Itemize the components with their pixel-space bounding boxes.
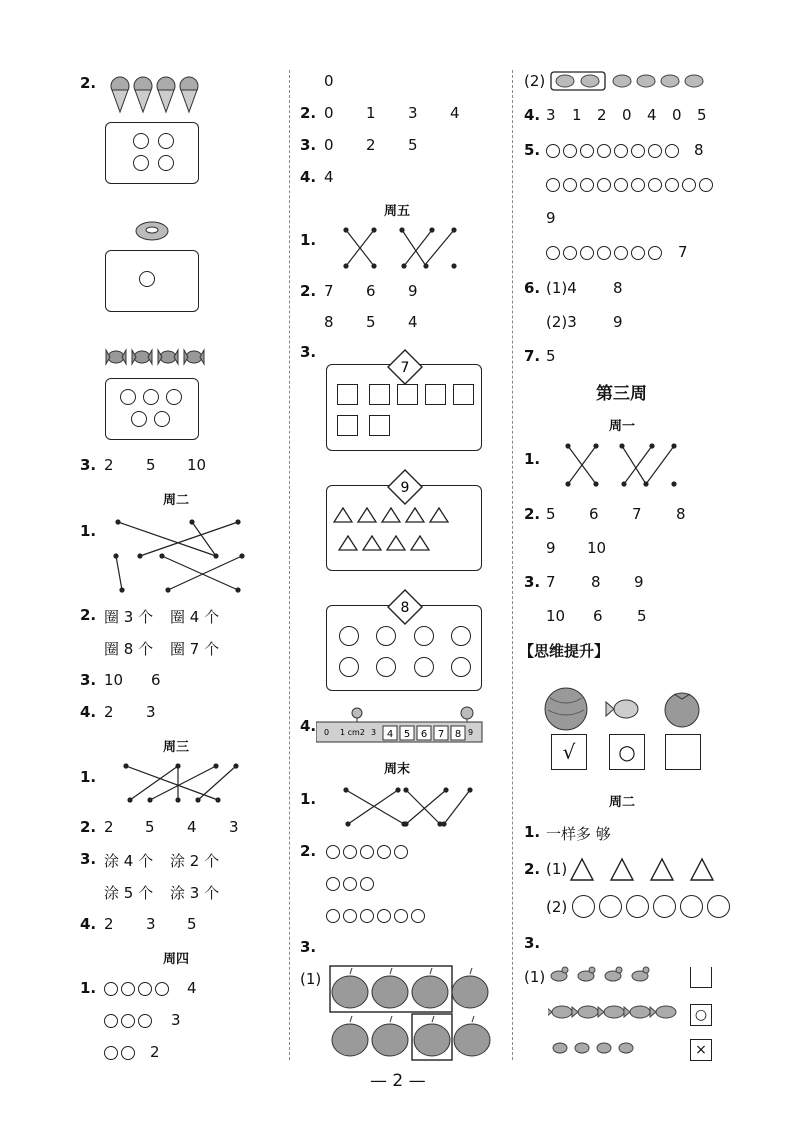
answer-text: 圈 8 个 [104, 640, 154, 658]
answer-value: 5 [146, 456, 156, 474]
fish-icon [572, 1006, 598, 1018]
answer-box-cross: × [690, 1039, 712, 1061]
circle [614, 178, 628, 192]
answer-value: 2 [104, 915, 114, 933]
triangle [358, 508, 376, 522]
circle [631, 246, 645, 260]
sub-label: (1) [546, 860, 568, 878]
answer-value: 10 [546, 607, 566, 625]
c1-z2-q3-number: 3. [80, 671, 97, 689]
circle [138, 1014, 152, 1028]
answer-value: 5 [546, 505, 556, 523]
circle [563, 144, 577, 158]
circle [626, 895, 649, 918]
circle [572, 895, 595, 918]
fish-icon [624, 1006, 650, 1018]
c2-z5-q4-number: 4. [300, 717, 317, 735]
answer-value: 0 [622, 106, 632, 124]
c1-q3-number: 3. [80, 456, 97, 474]
cookie-icon [637, 75, 655, 87]
section-title-zhou2-c3: 周二 [609, 795, 636, 810]
flower-icon [352, 708, 362, 722]
circle [680, 895, 703, 918]
circle [597, 144, 611, 158]
circle-row [104, 1045, 135, 1064]
answer-value: 5 [145, 818, 155, 836]
fish-icon [548, 1006, 572, 1018]
candy-icon [158, 350, 178, 364]
c3-z1-q3-number: 3. [524, 573, 541, 591]
candy-icon [132, 350, 152, 364]
triangle [651, 859, 673, 880]
circle [343, 877, 357, 891]
circle [133, 133, 149, 149]
answer-box-circle: ○ [690, 1004, 712, 1026]
matching-lines [340, 226, 460, 270]
duck-icon [605, 967, 622, 981]
circle-row [104, 1013, 152, 1032]
ruler-box-label: 7 [437, 729, 445, 740]
answer-value: 4 [450, 104, 460, 122]
ruler [316, 704, 484, 744]
apples-drawing [326, 962, 494, 1062]
answer-box-five-circles [105, 378, 199, 440]
ruler-box-label: 8 [454, 729, 462, 740]
answer-box-empty [690, 967, 712, 988]
watermelon-icon [545, 688, 587, 730]
answer-value: 2 [104, 818, 114, 836]
answer-text: (2)3 [546, 313, 577, 331]
answer-text: 涂 5 个 [104, 884, 154, 902]
apple-icon [454, 1016, 490, 1056]
answer-value: 9 [634, 573, 644, 591]
c2-z5-q3-number: 3. [300, 343, 317, 361]
circle [597, 246, 611, 260]
circle [166, 389, 182, 405]
circle [451, 657, 471, 677]
circle [360, 845, 374, 859]
answer-value: 9 [408, 282, 418, 300]
answer-value: 2 [150, 1043, 160, 1061]
diamond-label: 7 [400, 360, 410, 376]
circle [376, 626, 396, 646]
answer-value: 2 [366, 136, 376, 154]
column-divider-right [512, 70, 513, 1060]
sub-label: (1) [524, 968, 546, 986]
answer-value: 4 [187, 818, 197, 836]
triangle [611, 859, 633, 880]
c1-z4-q1-number: 1. [80, 979, 97, 997]
fish-icon [606, 700, 638, 718]
answer-text: (1)4 [546, 279, 577, 297]
circle [326, 845, 340, 859]
ruler-box-label: 4 [386, 729, 394, 740]
circle [707, 895, 730, 918]
fish-icon [650, 1006, 676, 1018]
cookies-drawing [550, 70, 716, 92]
c3-z1-q1-number: 1. [524, 450, 541, 468]
column-divider-left [289, 70, 290, 1060]
ruler-label: 3 [371, 728, 377, 737]
circle [631, 144, 645, 158]
answer-value: 5 [408, 136, 418, 154]
answer-value: 6 [589, 505, 599, 523]
ruler-label: 0 [324, 728, 330, 737]
section-title-zhou1: 周一 [609, 419, 636, 434]
duck-icon [632, 967, 649, 981]
answer-value: 4 [408, 313, 418, 331]
ruler-label: 9 [468, 728, 474, 737]
square [425, 384, 446, 405]
diamond-label: 9 [400, 480, 410, 496]
c3-q6-number: 6. [524, 279, 541, 297]
answer-value: 9 [546, 539, 556, 557]
answer-value: 10 [104, 671, 124, 689]
circle [104, 1046, 118, 1060]
triangle [339, 536, 357, 550]
answer-value: 10 [587, 539, 607, 557]
diamond-label: 8 [400, 600, 410, 616]
triangle [387, 536, 405, 550]
c1-z2-q2-number: 2. [80, 606, 97, 624]
circle [580, 246, 594, 260]
circle-row [572, 895, 730, 922]
c1-z2-q4-number: 4. [80, 703, 97, 721]
c2-z5-q1-number: 1. [300, 231, 317, 249]
ruler-box-label: 6 [420, 729, 428, 740]
section-title-zhoumo: 周末 [384, 762, 411, 777]
circle [154, 411, 170, 427]
apple-icon [452, 968, 488, 1008]
circle [653, 895, 676, 918]
circle [546, 144, 560, 158]
circle [563, 178, 577, 192]
answer-value: 3 [171, 1011, 181, 1029]
circle [563, 246, 577, 260]
answer-value: 3 [229, 818, 239, 836]
circle [580, 144, 594, 158]
triangle [406, 508, 424, 522]
circle [648, 144, 662, 158]
tomato-icon [665, 693, 699, 727]
answer-box-circle: ○ [609, 734, 645, 770]
donut-icon [134, 219, 170, 243]
answer-value: 8 [694, 141, 704, 159]
circle [121, 1046, 135, 1060]
matching-lines [340, 784, 480, 830]
candy-icon [184, 350, 204, 364]
fish-icon [598, 1006, 624, 1018]
circle [451, 626, 471, 646]
square [453, 384, 474, 405]
ice-cream-icon [157, 77, 175, 112]
answer-value: 8 [613, 279, 623, 297]
circle [546, 178, 560, 192]
answer-value: 8 [324, 313, 334, 331]
answer-value: 2 [104, 456, 114, 474]
c2-q3-number: 3. [300, 136, 317, 154]
square [369, 415, 390, 436]
flower-icon [461, 707, 473, 722]
diamond-badge [387, 469, 423, 505]
duck-icon [551, 967, 568, 981]
section-title-zhou3: 周三 [163, 740, 190, 755]
circle [682, 178, 696, 192]
apple-icon [372, 1016, 408, 1056]
answer-value: 2 [104, 703, 114, 721]
ice-cream-icons [108, 76, 208, 116]
apple-icon [332, 1016, 368, 1056]
circle [339, 657, 359, 677]
ruler-box-label: 5 [403, 729, 411, 740]
answer-value: 5 [637, 607, 647, 625]
circle [158, 133, 174, 149]
triangles [333, 504, 473, 560]
circle [411, 909, 425, 923]
diamond-badge [387, 349, 423, 385]
ice-cream-icon [111, 77, 129, 112]
triangle [691, 859, 713, 880]
answer-value: 7 [632, 505, 642, 523]
answer-value: 9 [546, 209, 556, 227]
answer-value: 6 [151, 671, 161, 689]
c2-zm-q1-number: 1. [300, 790, 317, 808]
answer-value: 0 [672, 106, 682, 124]
circle [343, 909, 357, 923]
c2-q2-number: 2. [300, 104, 317, 122]
section-title-zhou4: 周四 [163, 952, 190, 967]
answer-value: 8 [676, 505, 686, 523]
triangle [411, 536, 429, 550]
ruler-label: 1 cm2 [340, 728, 365, 737]
circle-row [546, 143, 679, 162]
circle [599, 895, 622, 918]
square [337, 415, 358, 436]
apple-icon [372, 968, 408, 1008]
answer-value: 7 [546, 573, 556, 591]
fruit-drawing [540, 686, 704, 732]
c3-z2-q1-number: 1. [524, 823, 541, 841]
answer-value: 0 [324, 104, 334, 122]
answer-text: 圈 7 个 [170, 640, 220, 658]
cookie-icon [661, 75, 679, 87]
c1-z3-q1-number: 1. [80, 768, 97, 786]
answer-value: 5 [546, 347, 556, 365]
circle [614, 144, 628, 158]
cookie-icon [581, 75, 599, 87]
answer-value: 7 [324, 282, 334, 300]
answer-value: 6 [593, 607, 603, 625]
circle [597, 178, 611, 192]
c1-z3-q4-number: 4. [80, 915, 97, 933]
circle [104, 1014, 118, 1028]
answer-value: 6 [366, 282, 376, 300]
c3-z1-q2-number: 2. [524, 505, 541, 523]
page-number-value: 2 [392, 1071, 404, 1091]
apple-icon [414, 1016, 450, 1056]
answer-value: 3 [146, 703, 156, 721]
ice-cream-icon [180, 77, 198, 112]
answer-value: 5 [697, 106, 707, 124]
cookie-icon [685, 75, 703, 87]
sub-label: (2) [524, 72, 546, 90]
section-title-siwei: 【思维提升】 [519, 642, 610, 660]
small-fish-icon [619, 1043, 633, 1053]
triangle [363, 536, 381, 550]
circle [414, 626, 434, 646]
circle [665, 178, 679, 192]
circle [414, 657, 434, 677]
circle [394, 909, 408, 923]
circle [339, 626, 359, 646]
circle [648, 246, 662, 260]
c1-z3-q3-number: 3. [80, 850, 97, 868]
cookie-icon [613, 75, 631, 87]
c3-q7-number: 7. [524, 347, 541, 365]
ice-cream-icon [134, 77, 152, 112]
circle-row [326, 844, 408, 863]
circle [120, 389, 136, 405]
circle-row [326, 908, 425, 927]
c3-q5-number: 5. [524, 141, 541, 159]
answer-text: 圈 3 个 [104, 608, 154, 626]
answer-value: 1 [572, 106, 582, 124]
circle [155, 982, 169, 996]
circle [546, 246, 560, 260]
matching-lines [118, 760, 244, 806]
candy-icon [106, 350, 126, 364]
matching-lines [108, 516, 248, 596]
c2-zm-q3-number: 3. [300, 938, 317, 956]
circle [121, 982, 135, 996]
circle [360, 877, 374, 891]
c2-zm-q2-number: 2. [300, 842, 317, 860]
circle [131, 411, 147, 427]
answer-value: 4 [324, 168, 334, 186]
answer-value: 5 [187, 915, 197, 933]
circle [143, 389, 159, 405]
page-number: — 2 — [370, 1071, 426, 1091]
circle [360, 909, 374, 923]
animals-drawing [548, 962, 680, 1062]
circle [139, 271, 155, 287]
cookie-icon [556, 75, 574, 87]
week-title: 第三周 [596, 384, 647, 404]
answer-value: 5 [366, 313, 376, 331]
circle [377, 909, 391, 923]
section-title-zhou5: 周五 [384, 204, 411, 219]
answer-value: 4 [647, 106, 657, 124]
answer-value: 3 [546, 106, 556, 124]
c3-z2-q2-number: 2. [524, 860, 541, 878]
answer-value: 9 [613, 313, 623, 331]
circle [377, 845, 391, 859]
triangle [382, 508, 400, 522]
circle [121, 1014, 135, 1028]
answer-text: 圈 4 个 [170, 608, 220, 626]
answer-box-check: √ [551, 734, 587, 770]
answer-value: 1 [366, 104, 376, 122]
small-fish-icon [575, 1043, 589, 1053]
circle [665, 144, 679, 158]
answer-value: 0 [324, 136, 334, 154]
circle [133, 155, 149, 171]
circle [343, 845, 357, 859]
circle [394, 845, 408, 859]
square [337, 384, 358, 405]
circle-row [326, 876, 374, 895]
triangles [570, 856, 720, 884]
circle [376, 657, 396, 677]
answer-value: 10 [187, 456, 207, 474]
c2-z5-q2-number: 2. [300, 282, 317, 300]
c1-z3-q2-number: 2. [80, 818, 97, 836]
circle-row [546, 177, 713, 196]
answer-box-four-circles [105, 122, 199, 184]
answer-box-empty [665, 734, 701, 770]
small-fish-icon [597, 1043, 611, 1053]
answer-text: 涂 3 个 [170, 884, 220, 902]
c2-q4-number: 4. [300, 168, 317, 186]
triangle [334, 508, 352, 522]
answer-box-one-circle [105, 250, 199, 312]
circle-row [104, 981, 169, 1000]
circle [326, 877, 340, 891]
answer-text: 涂 2 个 [170, 852, 220, 870]
sub-label: (1) [300, 970, 322, 988]
circle [631, 178, 645, 192]
square [369, 384, 390, 405]
circle [104, 982, 118, 996]
answer-value: 3 [146, 915, 156, 933]
answer-value: 4 [187, 979, 197, 997]
answer-text: 涂 4 个 [104, 852, 154, 870]
answer-value: 7 [678, 243, 688, 261]
circle [138, 982, 152, 996]
apple-icon [332, 968, 368, 1008]
circle [648, 178, 662, 192]
c3-q4-number: 4. [524, 106, 541, 124]
small-fish-icon [553, 1043, 567, 1053]
square [397, 384, 418, 405]
c3-z2-q3-number: 3. [524, 934, 541, 952]
circle [580, 178, 594, 192]
circle-row [546, 245, 662, 264]
triangle [430, 508, 448, 522]
answer-value: 0 [324, 72, 334, 90]
apple-icon [412, 968, 448, 1008]
c1-q2-number: 2. [80, 74, 97, 92]
triangle [571, 859, 593, 880]
circle [158, 155, 174, 171]
diamond-badge [387, 589, 423, 625]
answer-text: 一样多 够 [546, 825, 611, 843]
c1-z2-q1-number: 1. [80, 522, 97, 540]
matching-lines [560, 442, 680, 490]
answer-value: 3 [408, 104, 418, 122]
sub-label: (2) [546, 898, 568, 916]
section-title-zhou2: 周二 [163, 493, 190, 508]
answer-value: 8 [591, 573, 601, 591]
circle [614, 246, 628, 260]
candy-icons [104, 344, 208, 370]
answer-value: 2 [597, 106, 607, 124]
duck-icon [578, 967, 595, 981]
circle [699, 178, 713, 192]
circle [326, 909, 340, 923]
